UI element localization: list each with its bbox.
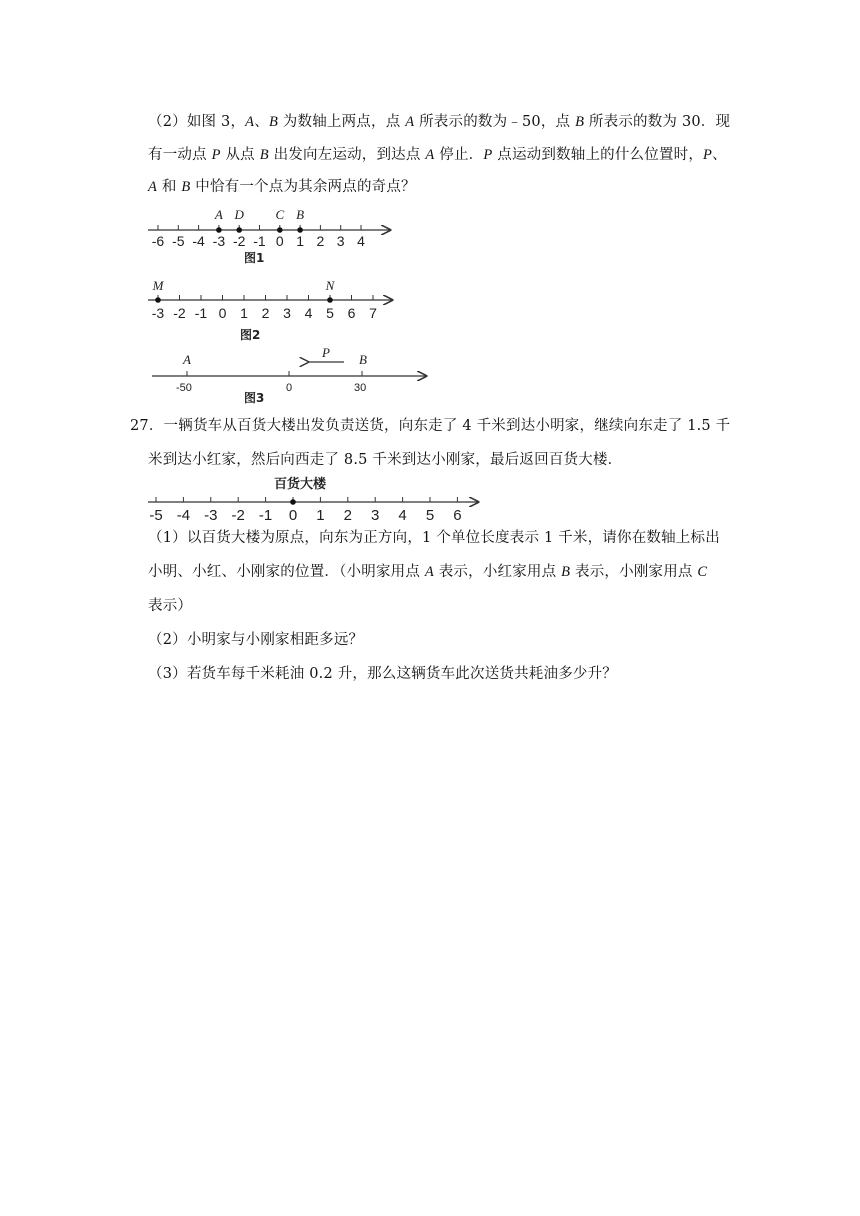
fig1-tick-label: 3 <box>336 233 345 249</box>
q27-part1-line3: 表示） <box>148 598 193 614</box>
fig2-tick-label: 2 <box>261 305 270 321</box>
fig3-label-b: B <box>359 352 367 367</box>
fig1-point-label-b: B <box>296 207 305 222</box>
q27-part1-line1: （1）以百货大楼为原点，向东为正方向，1 个单位长度表示 1 千米，请你在数轴上标出 <box>148 530 720 546</box>
q27-tick-label: -1 <box>258 507 273 524</box>
fig1-ticks <box>152 225 365 249</box>
q27-tick-label: 3 <box>371 507 380 524</box>
q26-part2-line2: 有一动点 P 从点 B 出发向左运动，到达点 A 停止．P 点运动到数轴上的什么位置时，P、 <box>148 147 727 163</box>
fig1-point-a <box>216 227 222 233</box>
q27-tick-label: 2 <box>343 507 352 524</box>
q26-part2-line1: （2）如图 3，A、B 为数轴上两点，点 A 所表示的数为﹣50，点 B 所表示的数为 30．现 <box>148 114 731 130</box>
fig2-caption: 图2 <box>240 328 261 342</box>
figure-2-number-line <box>140 276 400 344</box>
fig3-tick-label-zero: 0 <box>286 382 293 394</box>
fig1-tick-label: -1 <box>253 233 266 249</box>
fig1-point-label-c: C <box>275 207 285 222</box>
q27-tick-label: 4 <box>398 507 407 524</box>
q27-origin-dot <box>290 499 296 505</box>
fig3-caption: 图3 <box>244 391 265 405</box>
fig1-tick-label: -2 <box>232 233 246 249</box>
fig2-tick-label: 7 <box>369 305 377 321</box>
fig1-tick-label: -6 <box>151 233 165 249</box>
q27-part3: （3）若货车每千米耗油 0.2 升，那么这辆货车此次送货共耗油多少升？ <box>148 666 618 682</box>
q26-part2-line3: A 和 B 中恰有一个点为其余两点的奇点？ <box>148 179 416 195</box>
fig2-point-m <box>155 297 161 303</box>
fig3-tick-label-b: 30 <box>354 382 367 394</box>
q27-line2: 米到达小红家，然后向西走了 8.5 千米到达小刚家，最后返回百货大楼． <box>148 452 623 468</box>
fig1-point-d <box>236 227 242 233</box>
fig1-tick-label: -3 <box>212 233 226 249</box>
figure-3-number-line <box>140 344 434 406</box>
q27-tick-label: 0 <box>288 507 298 524</box>
q27-tick-label: 1 <box>316 507 325 524</box>
fig1-point-label-a: A <box>214 207 223 222</box>
q27-ticks <box>149 497 461 524</box>
fig2-point-label-m: M <box>152 278 164 293</box>
q27-tick-label: -3 <box>204 507 218 524</box>
fig1-point-b <box>297 227 303 233</box>
fig1-tick-label: -5 <box>172 233 185 249</box>
fig1-tick-label: 2 <box>316 233 325 249</box>
fig2-ticks <box>152 295 377 321</box>
q27-line1: 27．一辆货车从百货大楼出发负责送货，向东走了 4 千米到达小明家，继续向东走了 1.5 千 <box>130 418 731 434</box>
fig3-label-a: A <box>183 352 191 367</box>
fig2-point-n <box>327 297 333 303</box>
fig2-tick-label: -2 <box>173 305 186 321</box>
fig2-tick-label: -3 <box>151 305 165 321</box>
fig2-tick-label: 1 <box>240 305 248 321</box>
fig2-point-label-n: N <box>325 278 335 293</box>
q27-part2: （2）小明家与小刚家相距多远？ <box>148 632 364 648</box>
fig2-tick-label: 3 <box>283 305 291 321</box>
fig1-tick-label: 0 <box>275 233 284 249</box>
fig3-tick-label-a: -50 <box>176 382 192 394</box>
q27-tick-label: -4 <box>176 507 191 524</box>
fig2-tick-label: 4 <box>304 305 313 321</box>
fig2-tick-label: -1 <box>194 305 208 321</box>
fig2-tick-label: 5 <box>326 305 334 321</box>
fig2-tick-label: 6 <box>347 305 356 321</box>
fig1-tick-label: 1 <box>296 233 304 249</box>
q27-part1-line2: 小明、小红、小刚家的位置．（小明家用点 A 表示，小红家用点 B 表示，小刚家用点 C <box>148 564 708 580</box>
q27-tick-label: -5 <box>149 507 163 524</box>
q27-tick-label: -2 <box>231 507 245 524</box>
fig2-tick-label: 0 <box>218 305 227 321</box>
fig1-point-c <box>277 227 283 233</box>
q27-tick-label: 5 <box>425 507 435 524</box>
figure-1-number-line <box>140 204 400 270</box>
q27-axis-title: 百货大楼 <box>274 477 327 492</box>
fig1-caption: 图1 <box>244 251 265 265</box>
q27-number-line <box>144 472 484 524</box>
q27-tick-label: 6 <box>453 507 462 524</box>
fig1-tick-label: -4 <box>192 233 205 249</box>
fig1-point-label-d: D <box>234 207 244 222</box>
fig3-label-p: P <box>322 345 330 360</box>
fig1-tick-label: 4 <box>357 233 365 249</box>
